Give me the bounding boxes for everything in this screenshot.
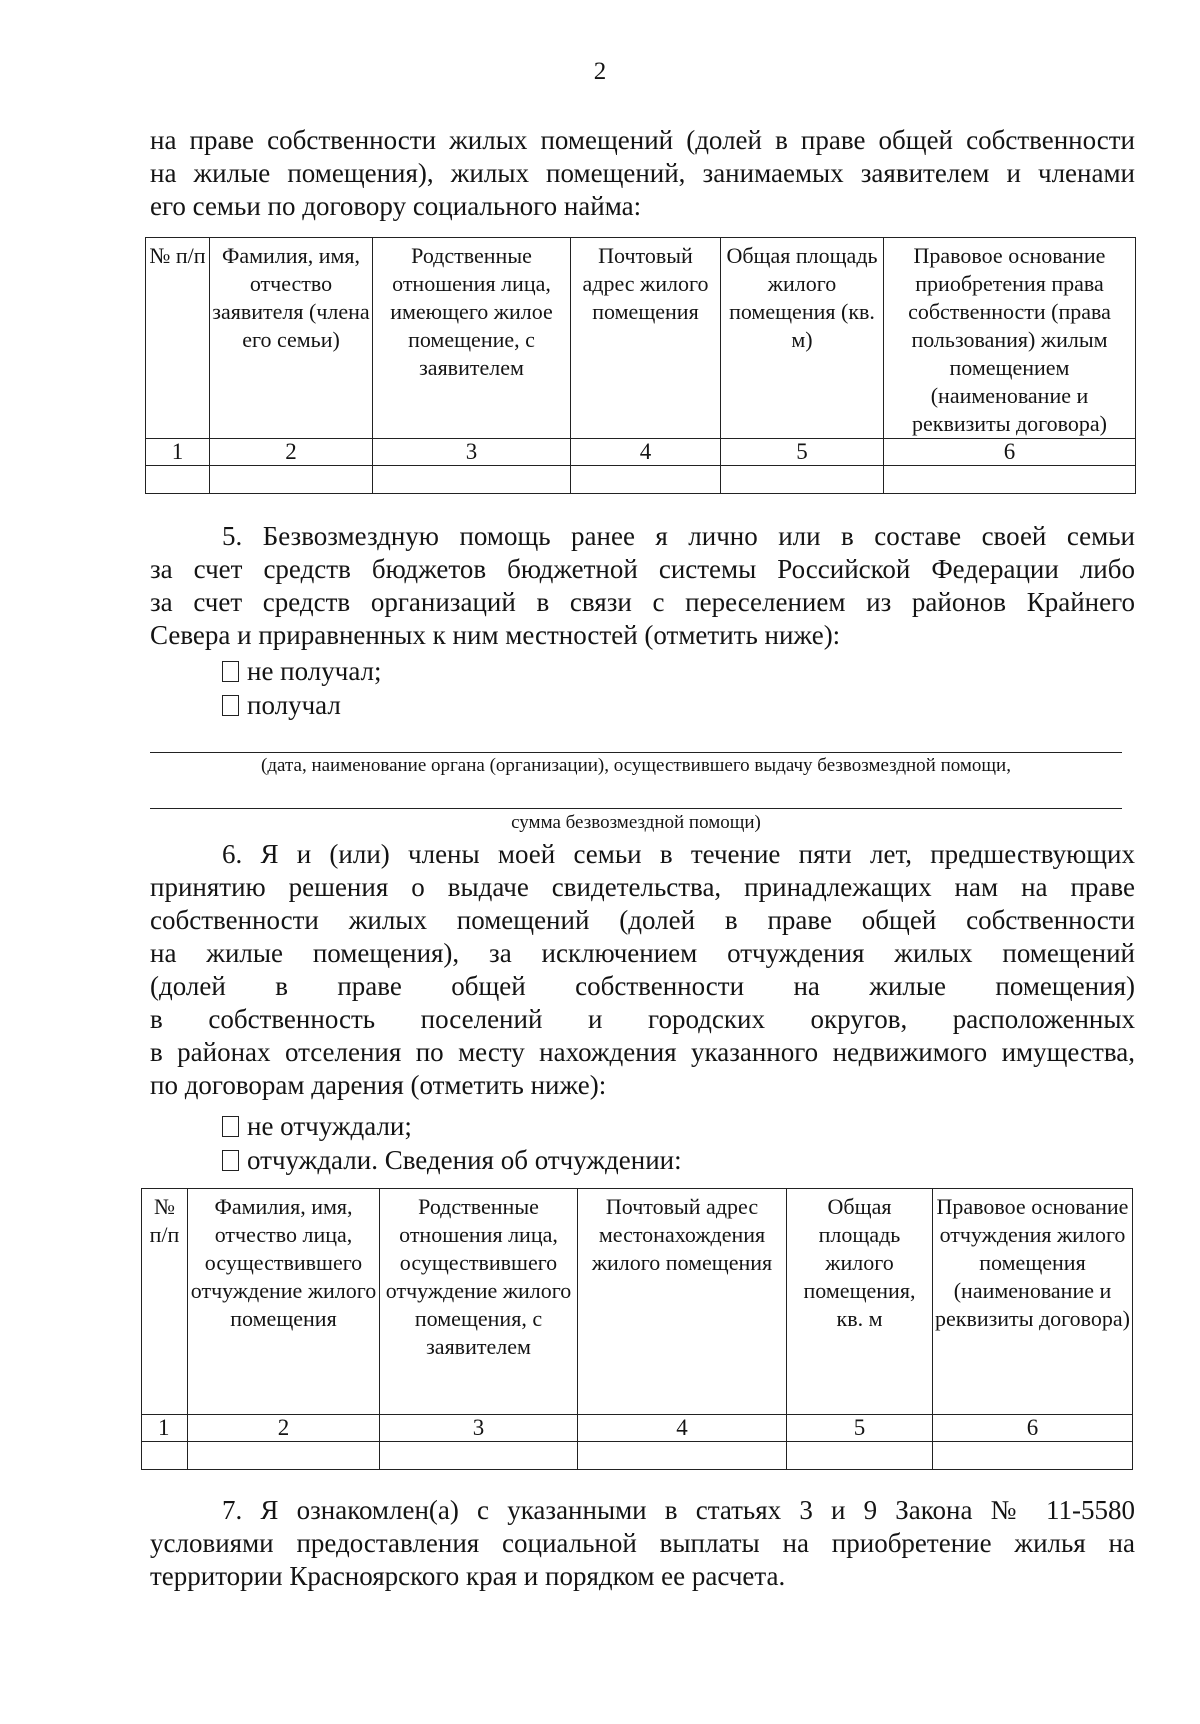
empty-cell[interactable]: [721, 466, 884, 494]
section-7-paragraph: [150, 1494, 1135, 1593]
text-line: (долей в праве общей собственности на жилые помещения): [150, 971, 1135, 1001]
text-line: 5. Безвозмездную помощь ранее я лично или в составе своей семьи: [222, 521, 1135, 551]
table-header-cell: Правовое основание отчуждения жилого помещения (наименование и реквизиты договора): [933, 1189, 1133, 1415]
table-empty-row[interactable]: [146, 466, 1136, 494]
column-number: 1: [142, 1415, 188, 1442]
alienation-table: [141, 1188, 1133, 1470]
checkbox-icon[interactable]: [222, 661, 239, 682]
empty-cell[interactable]: [188, 1442, 380, 1470]
option-not-received[interactable]: [222, 655, 382, 688]
table-header-cell: Почтовый адрес местонахождения жилого помещения: [578, 1189, 787, 1415]
table-header-cell: Общая площадь жилого помещения (кв. м): [721, 238, 884, 439]
text-line: на жилые помещения), за исключением отчуждения жилых помещений: [150, 938, 1135, 968]
table-header-cell: Фамилия, имя, отчество заявителя (члена его семьи): [210, 238, 373, 439]
column-number: 3: [373, 439, 571, 466]
option-label: не получал;: [247, 656, 382, 686]
text-line: на праве собственности жилых помещений (долей в праве общей собственности: [150, 125, 1135, 155]
table-header-row: [142, 1189, 1133, 1415]
table-empty-row[interactable]: [142, 1442, 1133, 1470]
text-line: по договорам дарения (отметить ниже):: [150, 1070, 607, 1100]
empty-cell[interactable]: [373, 466, 571, 494]
text-line: условиями предоставления социальной выплаты на приобретение жилья на: [150, 1528, 1135, 1558]
table-header-cell: Родственные отношения лица, осуществившего отчуждение жилого помещения, с заявителем: [380, 1189, 578, 1415]
table-header-cell: Почтовый адрес жилого помещения: [571, 238, 721, 439]
option-label: отчуждали. Сведения об отчуждении:: [247, 1145, 682, 1175]
checkbox-icon[interactable]: [222, 1116, 239, 1137]
column-number: 6: [884, 439, 1136, 466]
fill-in-line[interactable]: [150, 752, 1122, 753]
text-line: его семьи по договору социального найма:: [150, 191, 642, 221]
section-6-paragraph: [150, 838, 1135, 1102]
intro-paragraph: [150, 124, 1135, 223]
empty-cell[interactable]: [142, 1442, 188, 1470]
empty-cell[interactable]: [933, 1442, 1133, 1470]
table-header-row: [146, 238, 1136, 439]
section-5-paragraph: [150, 520, 1135, 652]
table-header-cell: № п/п: [142, 1189, 188, 1415]
text-line: территории Красноярского края и порядком ее расчета.: [150, 1561, 786, 1591]
table-header-cell: Фамилия, имя, отчество лица, осуществившего отчуждение жилого помещения: [188, 1189, 380, 1415]
text-line: за счет средств бюджетов бюджетной системы Российской Федерации либо: [150, 554, 1135, 584]
column-number: 5: [721, 439, 884, 466]
table-header-cell: Общая площадь жилого помещения, кв. м: [787, 1189, 933, 1415]
text-line: 7. Я ознакомлен(а) с указанными в статьях 3 и 9 Закона № 11-5580: [222, 1495, 1135, 1525]
text-line: 6. Я и (или) члены моей семьи в течение пяти лет, предшествующих: [222, 839, 1135, 869]
table-header-cell: № п/п: [146, 238, 210, 439]
column-number: 4: [578, 1415, 787, 1442]
column-number: 4: [571, 439, 721, 466]
option-label: не отчуждали;: [247, 1111, 412, 1141]
empty-cell[interactable]: [884, 466, 1136, 494]
text-line: в районах отселения по месту нахождения указанного недвижимого имущества,: [150, 1037, 1135, 1067]
empty-cell[interactable]: [146, 466, 210, 494]
empty-cell[interactable]: [787, 1442, 933, 1470]
option-label: получал: [247, 690, 341, 720]
table-number-row: [146, 439, 1136, 466]
checkbox-icon[interactable]: [222, 695, 239, 716]
option-not-alienated[interactable]: [222, 1110, 412, 1143]
page-number: 2: [593, 58, 607, 85]
text-line: собственности жилых помещений (долей в праве общей собственности: [150, 905, 1135, 935]
empty-cell[interactable]: [380, 1442, 578, 1470]
text-line: за счет средств организаций в связи с переселением из районов Крайнего: [150, 587, 1135, 617]
empty-cell[interactable]: [210, 466, 373, 494]
column-number: 5: [787, 1415, 933, 1442]
text-line: на жилые помещения), жилых помещений, занимаемых заявителем и членами: [150, 158, 1135, 188]
column-number: 6: [933, 1415, 1133, 1442]
fill-in-line[interactable]: [150, 808, 1122, 809]
empty-cell[interactable]: [571, 466, 721, 494]
option-alienated[interactable]: [222, 1144, 682, 1177]
empty-cell[interactable]: [578, 1442, 787, 1470]
fill-in-caption: сумма безвозмездной помощи): [511, 812, 761, 833]
table-number-row: [142, 1415, 1133, 1442]
table-header-cell: Правовое основание приобретения права собственности (права пользования) жилым помещением (наименование и реквизиты договора): [884, 238, 1136, 439]
column-number: 2: [210, 439, 373, 466]
column-number: 1: [146, 439, 210, 466]
column-number: 2: [188, 1415, 380, 1442]
checkbox-icon[interactable]: [222, 1150, 239, 1171]
text-line: Севера и приравненных к ним местностей (отметить ниже):: [150, 620, 841, 650]
option-received[interactable]: [222, 689, 341, 722]
text-line: принятию решения о выдаче свидетельства, принадлежащих нам на праве: [150, 872, 1135, 902]
column-number: 3: [380, 1415, 578, 1442]
property-table: [145, 237, 1136, 494]
fill-in-caption: (дата, наименование органа (организации), осуществившего выдачу безвозмездной помощи,: [261, 755, 1011, 776]
table-header-cell: Родственные отношения лица, имеющего жилое помещение, с заявителем: [373, 238, 571, 439]
text-line: в собственность поселений и городских округов, расположенных: [150, 1004, 1135, 1034]
